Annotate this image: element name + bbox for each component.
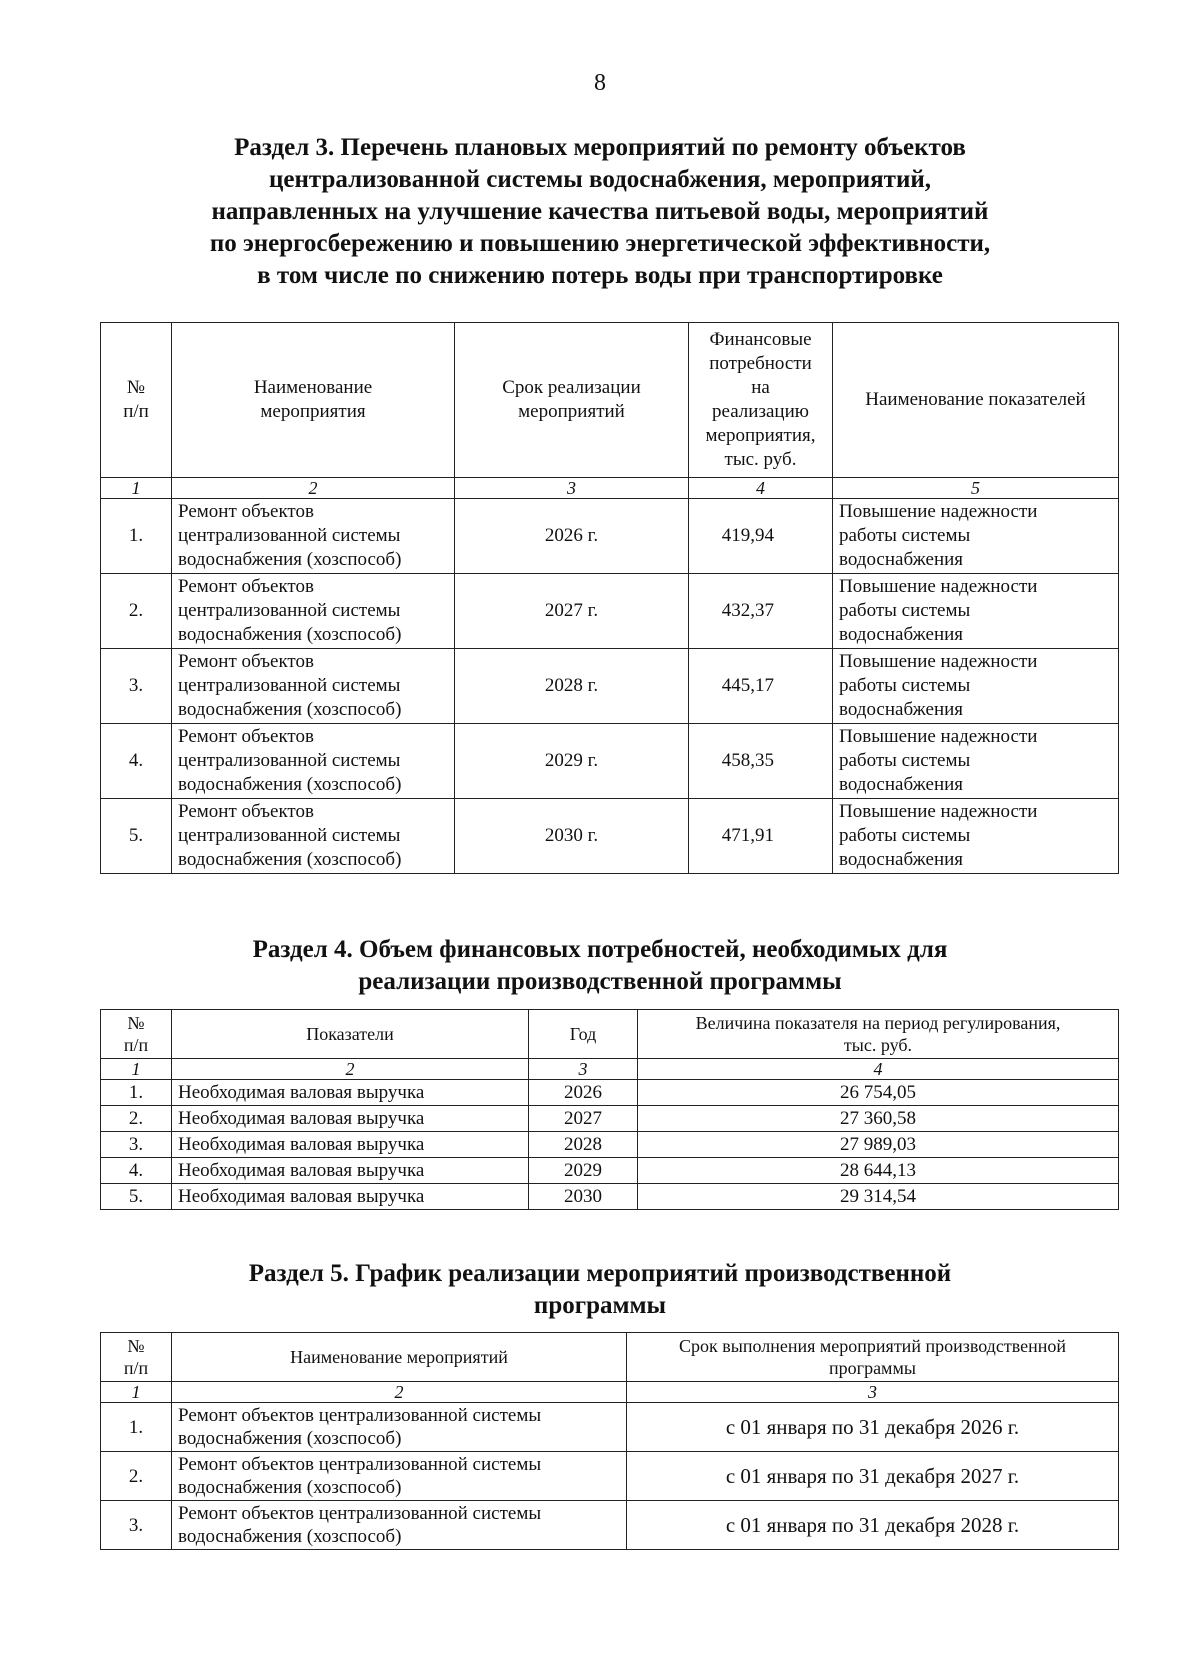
row-num: 2. [101, 1452, 172, 1501]
header-term: Срок выполнения мероприятий производственной программы [627, 1333, 1119, 1382]
title-line: централизованной системы водоснабжения, мероприятий, [268, 166, 932, 193]
column-index: 1 [101, 1059, 172, 1080]
table-row [101, 1501, 1119, 1550]
row-name: Ремонт объектов централизованной системы водоснабжения (хозспособ) [172, 649, 455, 724]
column-index: 3 [529, 1059, 638, 1080]
row-term: с 01 января по 31 декабря 2028 г. [627, 1501, 1119, 1550]
column-index: 2 [172, 478, 455, 499]
row-finance: 432,37 [689, 574, 833, 649]
header-num: № п/п [101, 1333, 172, 1382]
column-index: 2 [172, 1059, 529, 1080]
row-indicator: Повышение надежности работы системы водоснабжения [833, 574, 1119, 649]
row-num: 4. [101, 1158, 172, 1184]
title-line: направленных на улучшение качества питьевой воды, мероприятий [211, 198, 989, 225]
header-finance: Финансовые потребности на реализацию мероприятия, тыс. руб. [689, 323, 833, 478]
header-num: № п/п [101, 323, 172, 478]
table-row [101, 499, 1119, 574]
row-name: Ремонт объектов централизованной системы водоснабжения (хозспособ) [172, 499, 455, 574]
row-indicator: Повышение надежности работы системы водоснабжения [833, 799, 1119, 874]
row-name: Ремонт объектов централизованной системы водоснабжения (хозспособ) [172, 1403, 627, 1452]
column-index-row [101, 1382, 1119, 1403]
header-indicators: Показатели [172, 1010, 529, 1059]
row-indicator: Повышение надежности работы системы водоснабжения [833, 499, 1119, 574]
column-index: 3 [627, 1382, 1119, 1403]
table-row [101, 1132, 1119, 1158]
column-index: 4 [638, 1059, 1119, 1080]
header-name: Наименование мероприятий [172, 1333, 627, 1382]
row-value: 27 989,03 [638, 1132, 1119, 1158]
title-line: программы [533, 1292, 667, 1319]
row-name: Ремонт объектов централизованной системы водоснабжения (хозспособ) [172, 574, 455, 649]
header-num: № п/п [101, 1010, 172, 1059]
row-year: 2028 [529, 1132, 638, 1158]
row-term: 2027 г. [455, 574, 689, 649]
row-value: 28 644,13 [638, 1158, 1119, 1184]
title-line: Раздел 4. Объем финансовых потребностей, необходимых для [252, 936, 948, 963]
table-row [101, 1080, 1119, 1106]
row-finance: 458,35 [689, 724, 833, 799]
row-value: 29 314,54 [638, 1184, 1119, 1210]
table-row [101, 724, 1119, 799]
row-num: 4. [101, 724, 172, 799]
table-row [101, 574, 1119, 649]
row-finance: 471,91 [689, 799, 833, 874]
row-num: 2. [101, 1106, 172, 1132]
title-line: по энергосбережению и повышению энергетической эффективности, [209, 230, 991, 257]
column-index-row [101, 1059, 1119, 1080]
row-value: 27 360,58 [638, 1106, 1119, 1132]
row-num: 3. [101, 1132, 172, 1158]
table-header-row [101, 1333, 1119, 1382]
row-year: 2026 [529, 1080, 638, 1106]
column-index: 1 [101, 478, 172, 499]
title-line: Раздел 5. График реализации мероприятий производственной [248, 1260, 952, 1287]
column-index: 4 [689, 478, 833, 499]
title-line: Раздел 3. Перечень плановых мероприятий по ремонту объектов [234, 134, 966, 161]
section3-table [100, 322, 1119, 874]
column-index: 2 [172, 1382, 627, 1403]
row-indicator: Повышение надежности работы системы водоснабжения [833, 649, 1119, 724]
row-num: 3. [101, 1501, 172, 1550]
row-indicator: Необходимая валовая выручка [172, 1158, 529, 1184]
table-row [101, 1403, 1119, 1452]
title-line: в том числе по снижению потерь воды при транспортировке [257, 262, 943, 289]
row-indicator: Необходимая валовая выручка [172, 1184, 529, 1210]
row-term: 2029 г. [455, 724, 689, 799]
row-term: с 01 января по 31 декабря 2026 г. [627, 1403, 1119, 1452]
row-value: 26 754,05 [638, 1080, 1119, 1106]
column-index-row [101, 478, 1119, 499]
table-header-row [101, 1010, 1119, 1059]
row-indicator: Необходимая валовая выручка [172, 1132, 529, 1158]
row-year: 2029 [529, 1158, 638, 1184]
row-indicator: Необходимая валовая выручка [172, 1080, 529, 1106]
row-term: 2030 г. [455, 799, 689, 874]
column-index: 1 [101, 1382, 172, 1403]
row-term: 2026 г. [455, 499, 689, 574]
header-indicators: Наименование показателей [833, 323, 1119, 478]
row-num: 1. [101, 1403, 172, 1452]
table-row [101, 799, 1119, 874]
section4-title [0, 934, 1200, 998]
row-term: с 01 января по 31 декабря 2027 г. [627, 1452, 1119, 1501]
section4-table [100, 1009, 1119, 1210]
header-value: Величина показателя на период регулирования, тыс. руб. [638, 1010, 1119, 1059]
table-row [101, 1184, 1119, 1210]
row-num: 2. [101, 574, 172, 649]
row-num: 1. [101, 499, 172, 574]
row-year: 2027 [529, 1106, 638, 1132]
header-term: Срок реализации мероприятий [455, 323, 689, 478]
row-num: 3. [101, 649, 172, 724]
row-name: Ремонт объектов централизованной системы водоснабжения (хозспособ) [172, 724, 455, 799]
row-finance: 445,17 [689, 649, 833, 724]
section3-title [0, 132, 1200, 292]
table-row [101, 649, 1119, 724]
header-name: Наименование мероприятия [172, 323, 455, 478]
row-name: Ремонт объектов централизованной системы водоснабжения (хозспособ) [172, 1452, 627, 1501]
section5-title [0, 1258, 1200, 1322]
table-row [101, 1106, 1119, 1132]
header-year: Год [529, 1010, 638, 1059]
table-row [101, 1452, 1119, 1501]
column-index: 5 [833, 478, 1119, 499]
page-number: 8 [594, 70, 606, 96]
row-indicator: Необходимая валовая выручка [172, 1106, 529, 1132]
column-index: 3 [455, 478, 689, 499]
table-row [101, 1158, 1119, 1184]
row-num: 5. [101, 799, 172, 874]
row-year: 2030 [529, 1184, 638, 1210]
title-line: реализации производственной программы [358, 968, 842, 995]
row-name: Ремонт объектов централизованной системы водоснабжения (хозспособ) [172, 799, 455, 874]
row-name: Ремонт объектов централизованной системы водоснабжения (хозспособ) [172, 1501, 627, 1550]
row-term: 2028 г. [455, 649, 689, 724]
table-header-row [101, 323, 1119, 478]
row-num: 1. [101, 1080, 172, 1106]
section5-table [100, 1332, 1119, 1550]
row-indicator: Повышение надежности работы системы водоснабжения [833, 724, 1119, 799]
row-finance: 419,94 [689, 499, 833, 574]
row-num: 5. [101, 1184, 172, 1210]
